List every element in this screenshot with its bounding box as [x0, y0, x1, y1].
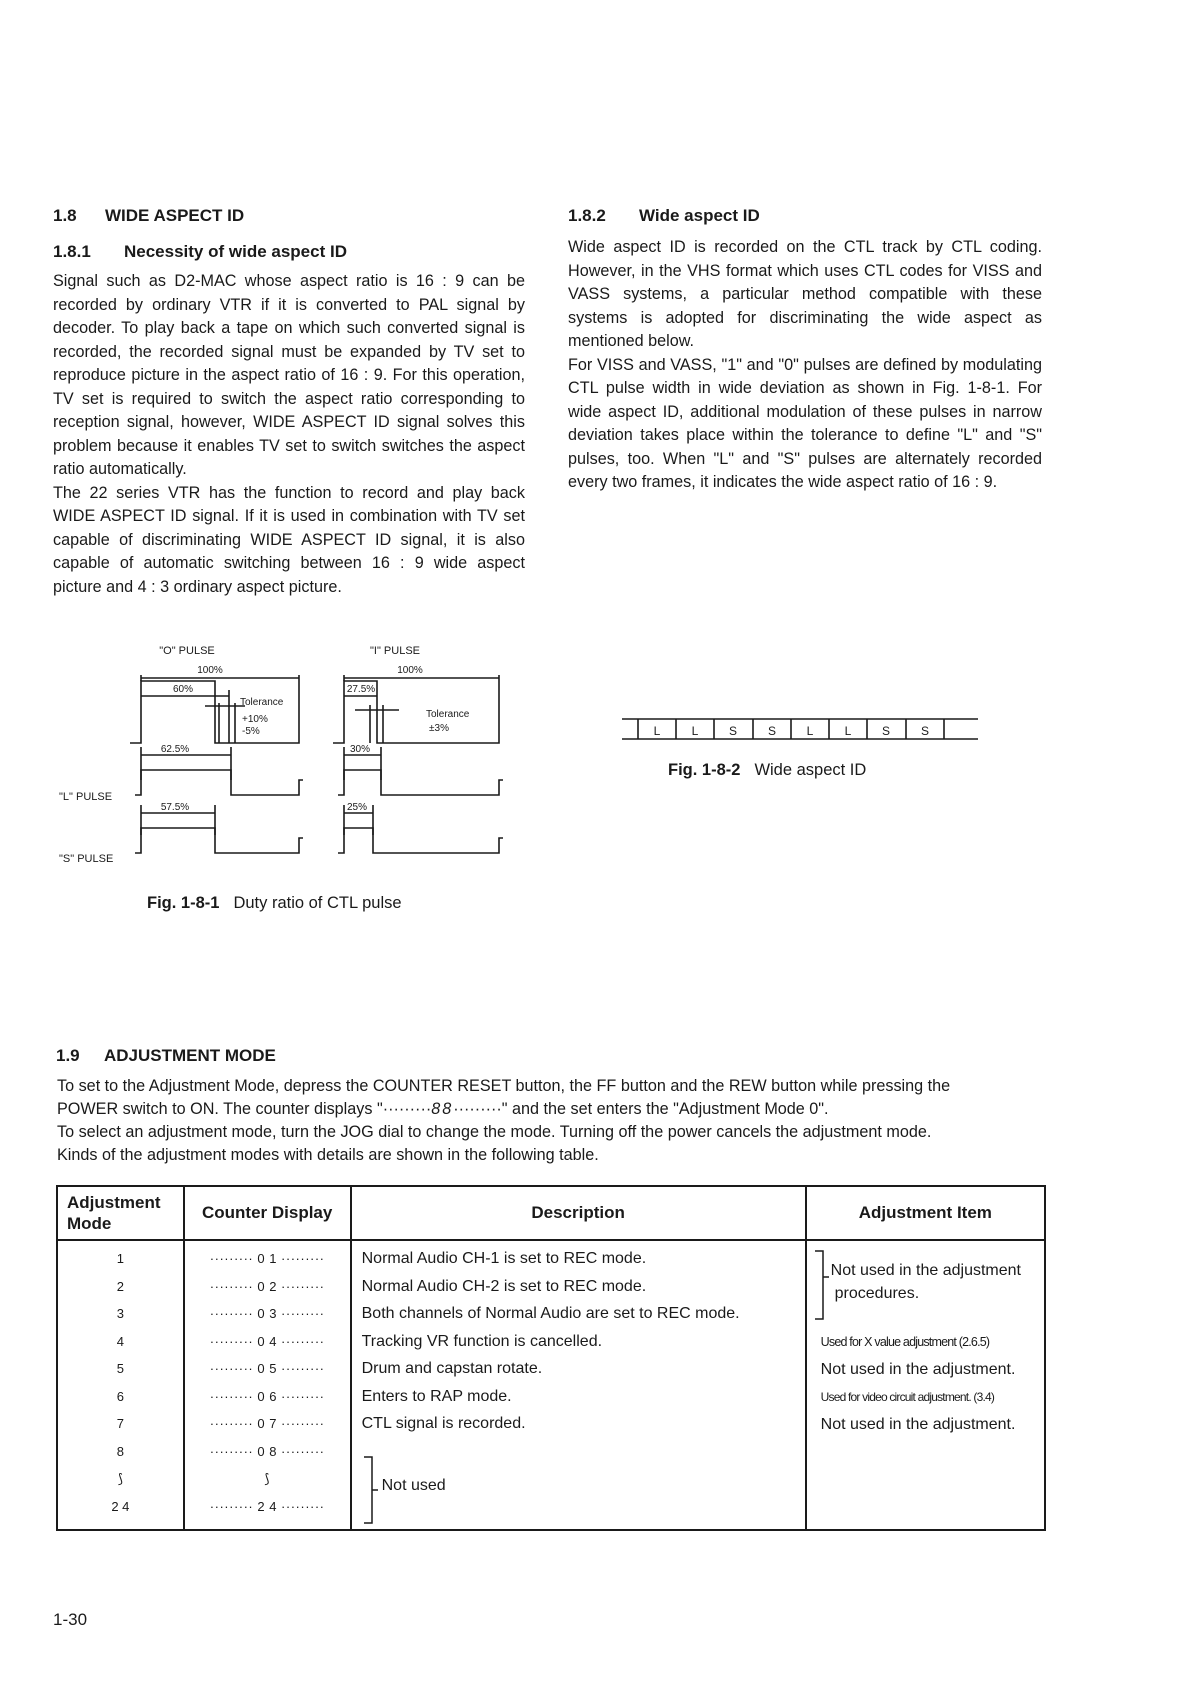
counter-value: ········· 0 8 ·········	[209, 1443, 325, 1459]
mode-value: 1	[116, 1251, 124, 1266]
mode-value: 5	[116, 1361, 124, 1376]
description-value: Normal Audio CH-1 is set to REC mode.	[361, 1250, 647, 1267]
s-pulse-label: "S" PULSE	[59, 853, 114, 865]
counter-value: ⟆	[264, 1471, 270, 1486]
counter-value: ········· 0 2 ·········	[209, 1278, 325, 1294]
fig-1-8-2-label: Fig. 1-8-2	[668, 761, 741, 779]
mode-value: 2 4	[111, 1498, 130, 1514]
header-adjustment-item: Adjustment Item	[806, 1186, 1045, 1240]
not-used-bracket	[360, 1455, 380, 1525]
paragraph: For VISS and VASS, "1" and "0" pulses are defined by modulating CTL pulse width in wide deviation as shown in Fig. 1-8-1. For wide aspect ID, additional modulation of these pulses in narrow deviation takes place within the tolerance to define "L" and "S" pulses, too. When "L" and "S" pulses are alternately recorded every two frames, it indicates the wide aspect ratio of 16 : 9.	[568, 355, 1042, 491]
seq-cell: L	[844, 724, 852, 738]
section-1-9-body	[57, 1075, 1057, 1167]
o-full-label: 100%	[197, 665, 223, 676]
description-value: Drum and capstan rotate.	[361, 1360, 543, 1377]
counter-value: ········· 0 1 ·········	[209, 1251, 325, 1266]
section-1-9-heading: 1.9 ADJUSTMENT MODE	[56, 1046, 276, 1065]
paragraph-line: Kinds of the adjustment modes with details are shown in the following table.	[57, 1146, 599, 1164]
o-pulse-l-waveform	[135, 770, 303, 795]
seq-cell: S	[920, 724, 930, 738]
mode-value: ⟆	[117, 1471, 123, 1486]
o-pulse-waveform	[130, 681, 299, 743]
seq-cell: S	[728, 724, 738, 738]
paragraph-line: POWER switch to ON. The counter displays "·········88·········" and the set enters the "Adjustment Mode 0".	[57, 1100, 829, 1118]
mode-value: 7	[116, 1416, 124, 1431]
paragraph-line: To set to the Adjustment Mode, depress the COUNTER RESET button, the FF button and the REW button while pressing the	[57, 1077, 951, 1095]
i-s-percent: 25%	[346, 802, 368, 813]
section-1-8-2-body	[568, 236, 1042, 495]
description-value: CTL signal is recorded.	[361, 1415, 526, 1432]
fig-1-8-2-caption	[668, 761, 866, 780]
description-column	[351, 1240, 806, 1530]
description-value: Tracking VR function is cancelled.	[361, 1332, 603, 1350]
counter-value: ········· 0 6 ·········	[209, 1388, 325, 1404]
counter-value: ········· 0 4 ·········	[209, 1333, 325, 1349]
i-pulse-s-waveform	[338, 828, 503, 853]
header-adjustment-mode: Adjustment Mode	[57, 1186, 184, 1240]
seq-cell: L	[653, 724, 661, 738]
not-used-label: Not used	[381, 1477, 446, 1494]
adjustment-mode-table	[56, 1185, 1046, 1531]
counter-column	[184, 1240, 351, 1530]
i-tolerance-value: ±3%	[429, 723, 449, 734]
item-not-used-7: Not used in the adjustment.	[820, 1416, 1016, 1433]
l-pulse-label: "L" PULSE	[59, 791, 113, 803]
description-value: Both channels of Normal Audio are set to REC mode.	[361, 1305, 740, 1322]
o-tolerance-minus: -5%	[242, 726, 260, 737]
i-l-percent: 30%	[349, 744, 371, 755]
fig-1-8-2-diagram	[620, 716, 980, 742]
mode-value: 2	[116, 1278, 124, 1294]
fig-1-8-1-diagram	[55, 635, 545, 880]
mode-value: 3	[116, 1306, 124, 1321]
o-pulse-s-waveform	[135, 828, 303, 853]
counter-display-glyph: 88	[431, 1100, 454, 1118]
counter-value: ········· 2 4 ·········	[209, 1498, 325, 1514]
counter-value: ········· 0 5 ·········	[209, 1361, 325, 1376]
i-full-label: 100%	[397, 665, 423, 676]
procedures-bracket	[811, 1249, 831, 1321]
counter-value: ········· 0 7 ·········	[209, 1416, 325, 1431]
item-not-used-5: Not used in the adjustment.	[820, 1361, 1016, 1378]
section-1-8-1-body	[53, 270, 525, 599]
o-s-percent: 57.5%	[160, 802, 190, 813]
description-value: Enters to RAP mode.	[361, 1387, 512, 1405]
mode-value: 6	[116, 1388, 124, 1404]
paragraph: Wide aspect ID is recorded on the CTL track by CTL coding. However, in the VHS format which uses CTL codes for VISS and VASS systems, a particular method compatible with these systems is adopted for discriminating the wide aspect as mentioned below.	[568, 238, 1042, 350]
seq-cell: S	[767, 724, 777, 738]
header-counter-display: Counter Display	[184, 1186, 351, 1240]
i-tolerance-label: Tolerance	[426, 709, 470, 720]
o-tolerance-label: Tolerance	[240, 697, 284, 708]
mode-column	[57, 1240, 184, 1530]
counter-value: ········· 0 3 ·········	[209, 1306, 325, 1321]
o-pulse-label: "O" PULSE	[159, 645, 215, 657]
o-tolerance-plus: +10%	[242, 714, 268, 725]
o-duty-label: 60%	[172, 684, 194, 695]
o-l-percent: 62.5%	[160, 744, 190, 755]
seq-cell: S	[881, 724, 891, 738]
procedures-note: Not used in the adjustment procedures.	[830, 1262, 1021, 1302]
item-video-circuit: Used for video circuit adjustment. (3.4)	[820, 1390, 995, 1404]
fig-1-8-1-label: Fig. 1-8-1	[147, 894, 220, 912]
seq-cell: L	[691, 724, 699, 738]
seq-cell: L	[806, 724, 814, 738]
mode-value: 4	[116, 1333, 124, 1349]
item-x-value: Used for X value adjustment (2.6.5)	[820, 1335, 990, 1349]
table-row	[57, 1240, 1045, 1530]
i-duty-label: 27.5%	[346, 684, 376, 695]
paragraph: The 22 series VTR has the function to record and play back WIDE ASPECT ID signal. If it is used in combination with TV set capable of discriminating WIDE ASPECT ID signal, it is also capable of automatic switching between 16 : 9 wide aspect picture and 4 : 3 ordinary aspect picture.	[53, 483, 525, 596]
adjustment-item-column	[806, 1240, 1045, 1530]
paragraph: Signal such as D2-MAC whose aspect ratio is 16 : 9 can be recorded by ordinary VTR if it is converted to PAL signal by decoder. To play back a tape on which such converted signal is recorded, the recorded signal must be expanded by TV set to reproduce picture in the aspect ratio of 16 : 9. For this operation, TV set is required to switch the aspect ratio corresponding to reception signal, however, WIDE ASPECT ID signal solves this problem because it enables TV set to switch switches the aspect ratio automatically.	[53, 272, 525, 478]
i-pulse-label: "I" PULSE	[370, 645, 420, 657]
description-value: Normal Audio CH-2 is set to REC mode.	[361, 1277, 647, 1295]
fig-1-8-1-caption-text: Duty ratio of CTL pulse	[233, 894, 402, 912]
fig-1-8-1-caption	[147, 894, 402, 913]
paragraph-line: To select an adjustment mode, turn the JOG dial to change the mode. Turning off the power cancels the adjustment mode.	[57, 1123, 932, 1141]
section-1-8-heading: 1.8 WIDE ASPECT ID	[53, 206, 245, 225]
header-description: Description	[351, 1186, 806, 1240]
i-pulse-l-waveform	[338, 770, 503, 795]
page-number: 1-30	[53, 1610, 88, 1629]
mode-value: 8	[116, 1443, 124, 1459]
section-1-8-2-heading: 1.8.2 Wide aspect ID	[568, 206, 760, 225]
fig-1-8-2-caption-text: Wide aspect ID	[754, 761, 867, 779]
section-1-8-1-heading: 1.8.1 Necessity of wide aspect ID	[53, 242, 347, 261]
